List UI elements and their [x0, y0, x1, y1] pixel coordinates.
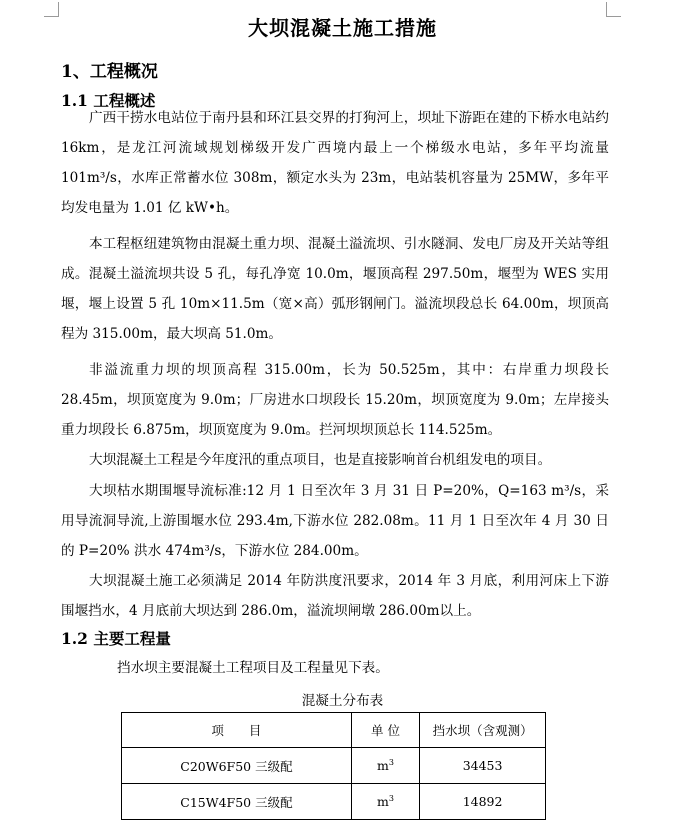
unit-superscript: 3 [388, 793, 394, 803]
cell-unit [351, 784, 419, 820]
paragraph-location: 广西干捞水电站位于南丹县和环江县交界的打狗河上，坝址下游距在建的下桥水电站约 16km，是龙江河流域规划梯级开发广西境内最上一个梯级水电站，多年平均流量 101m³/s，水库正常蓄水位 308m，额定水头为 23m，电站装机容量为 25MW，多年平均发电量为 1.01 亿 kW•h。 [61, 110, 609, 216]
cell-value: 14892 [420, 784, 546, 820]
unit-text: m [377, 794, 389, 810]
table-header-row [122, 713, 546, 748]
cell-unit [351, 748, 419, 784]
unit-text: m [377, 758, 389, 774]
table-title: 混凝土分布表 [301, 693, 384, 709]
cell-value: 34453 [420, 748, 546, 784]
header-dam-volume: 挡水坝（含观测） [420, 713, 546, 748]
unit-superscript: 3 [388, 757, 394, 767]
paragraph-structures: 本工程枢纽建筑物由混凝土重力坝、混凝土溢流坝、引水隧洞、发电厂房及开关站等组成。混凝土溢流坝共设 5 孔，每孔净宽 10.0m，堰顶高程 297.50m，堰型为 WES 实用堰，堰上设置 5 孔 10m×11.5m（宽×高）弧形钢闸门。溢流坝段总长 64.00m，坝顶高程为 315.00m，最大坝高 51.0m。 [61, 236, 609, 342]
paragraph-non-overflow-dam: 非溢流重力坝的坝顶高程 315.00m，长为 50.525m，其中：右岸重力坝段长 28.45m，坝顶宽度为 9.0m；厂房进水口坝段长 15.20m，坝顶宽度为 9.0m；左岸接头重力坝段长 6.875m，坝顶宽度为 9.0m。拦河坝坝顶总长 114.525m。 [61, 362, 609, 438]
paragraph-diversion-standard: 大坝枯水期围堰导流标准:12 月 1 日至次年 3 月 31 日 P=20%，Q=163 m³/s，采用导流洞导流,上游围堰水位 293.4m,下游水位 282.08m。11 月 1 日至次年 4 月 30 日的 P=20% 洪水 474m³/s，下游水位 284.00m。 [61, 483, 609, 559]
subsection-heading-quantities: 1.2 主要工程量 [61, 629, 171, 648]
header-unit: 单 位 [351, 713, 419, 748]
cell-item: C20W6F50 三级配 [122, 748, 352, 784]
table-row [122, 748, 546, 784]
table-row [122, 784, 546, 820]
section-heading-overview: 1、工程概况 [61, 62, 158, 82]
cell-item: C15W4F50 三级配 [122, 784, 352, 820]
header-item: 项 目 [122, 713, 352, 748]
subsection-heading-summary: 1.1 工程概述 [61, 91, 156, 110]
document-title: 大坝混凝土施工措施 [248, 16, 437, 40]
paragraph-key-project: 大坝混凝土工程是今年度汛的重点项目，也是直接影响首台机组发电的项目。 [89, 452, 552, 468]
paragraph-flood-requirement: 大坝混凝土施工必须满足 2014 年防洪度汛要求，2014 年 3 月底，利用河床上下游围堰挡水，4 月底前大坝达到 286.0m，溢流坝闸墩 286.00m以上。 [61, 573, 609, 619]
quantities-intro: 挡水坝主要混凝土工程项目及工程量见下表。 [117, 660, 389, 676]
concrete-distribution-table [121, 712, 546, 820]
